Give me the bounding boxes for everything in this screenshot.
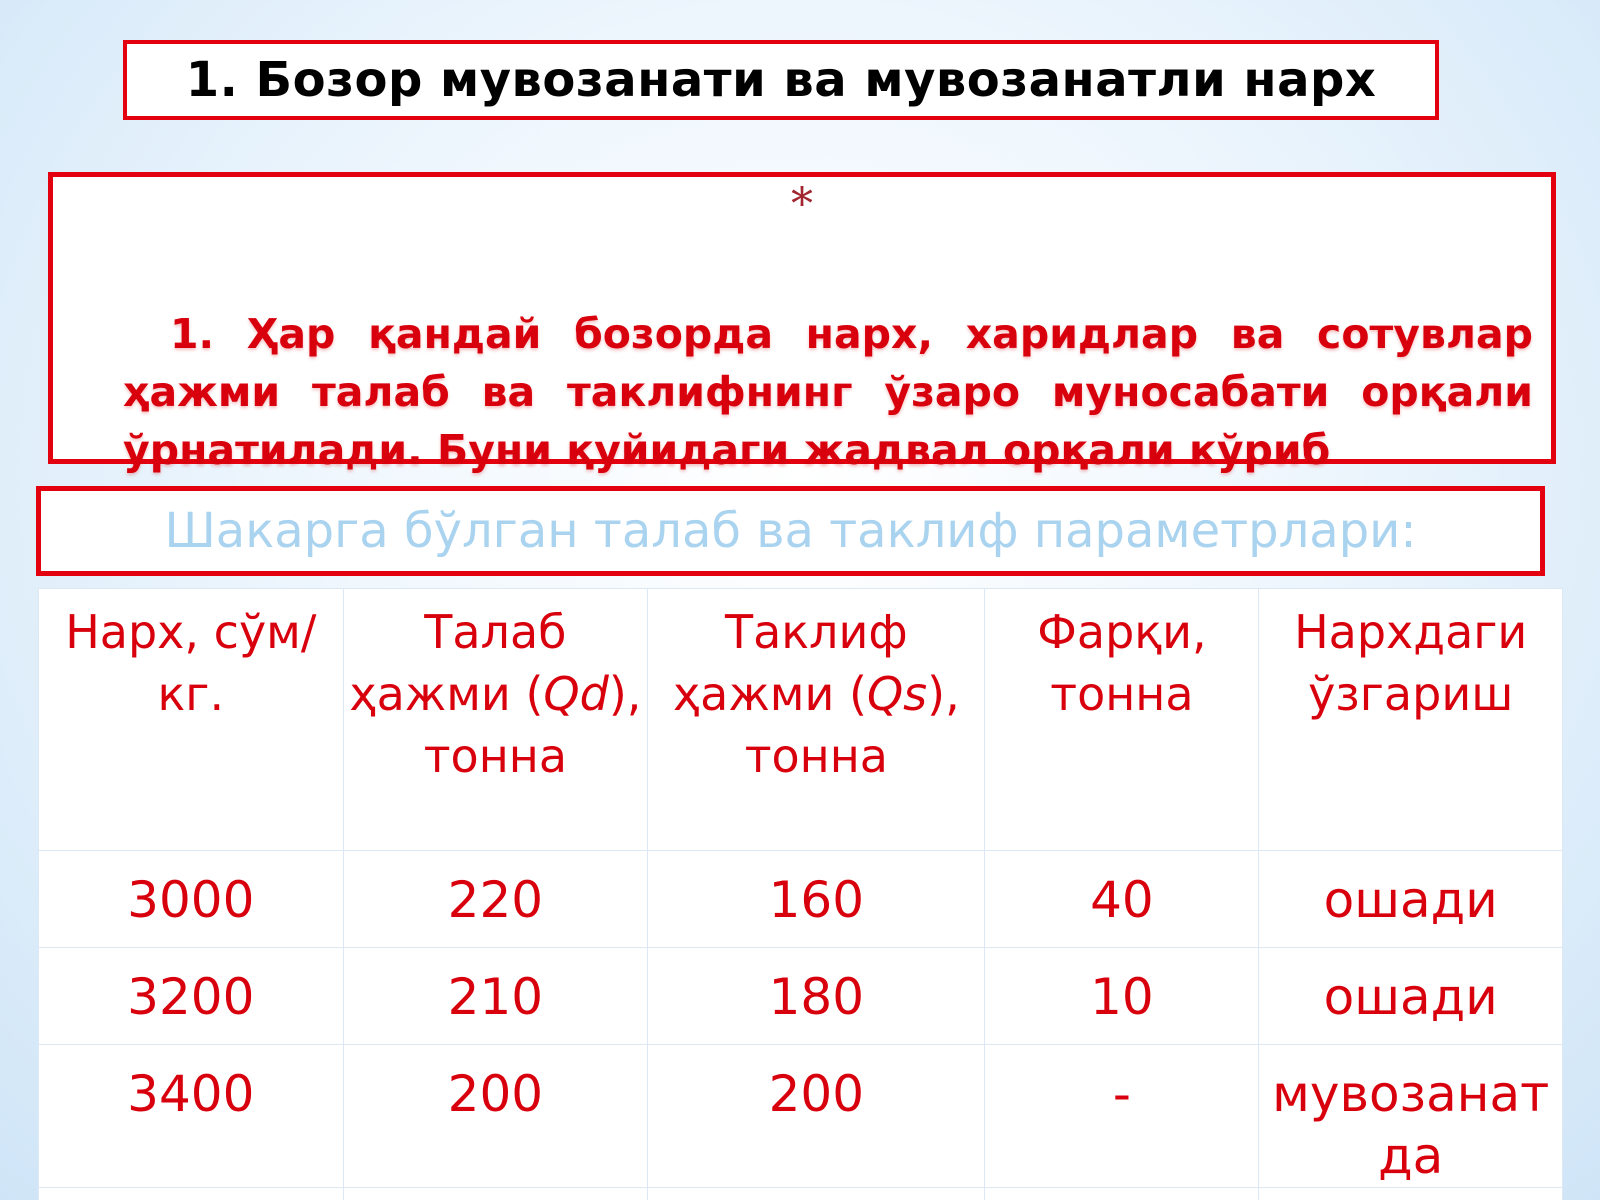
header-difference-label: Фарқи, тонна xyxy=(1037,605,1207,721)
header-price-change-label: Нархдаги ўзгариш xyxy=(1294,605,1528,721)
header-demand-pre: Талаб ҳажми ( xyxy=(349,605,567,721)
cell-supply: 160 xyxy=(648,851,985,948)
header-supply-var: Qs xyxy=(866,667,928,721)
paragraph-text: 1. Ҳар қандай бозорда нарх, харидлар ва сотувлар ҳажми талаб ва таклифнинг ўзаро муносабати орқали ўрнатилади. Буни қуйидаги жадвал орқали кўриб xyxy=(123,310,1533,474)
cell-change: ошади xyxy=(1259,948,1563,1045)
cell-price: 3200 xyxy=(39,948,344,1045)
header-price xyxy=(39,589,344,851)
cell-supply: 200 xyxy=(648,1045,985,1188)
header-supply-pre: Таклиф ҳажми ( xyxy=(672,605,908,721)
subtitle-box xyxy=(36,486,1545,576)
cell-demand: 210 xyxy=(343,948,648,1045)
header-supply xyxy=(648,589,985,851)
header-demand xyxy=(343,589,648,851)
cell-price: 3400 xyxy=(39,1045,344,1188)
slide-title: 1. Бозор мувозанати ва мувозанатли нарх xyxy=(185,52,1377,108)
header-price-label: Нарх, сўм/кг. xyxy=(65,605,317,721)
header-demand-var: Qd xyxy=(543,667,609,721)
header-price-change xyxy=(1259,589,1563,851)
table-row-partial xyxy=(39,1188,1563,1200)
cell-price: 3000 xyxy=(39,851,344,948)
header-demand-post: ), тонна xyxy=(423,667,642,783)
header-supply-post: ), тонна xyxy=(744,667,960,783)
cell-supply: 180 xyxy=(648,948,985,1045)
header-difference xyxy=(985,589,1259,851)
cell-difference: - xyxy=(985,1045,1259,1188)
table-row xyxy=(39,1045,1563,1188)
cell-demand: 220 xyxy=(343,851,648,948)
title-box xyxy=(123,40,1439,120)
paragraph-box xyxy=(48,172,1556,474)
table-subtitle: Шакарга бўлган талаб ва таклиф параметрлари: xyxy=(164,503,1417,559)
bullet-asterisk: * xyxy=(791,179,813,230)
cell-difference: 40 xyxy=(985,851,1259,948)
table-header-row xyxy=(39,589,1563,851)
cell-change: ошади xyxy=(1259,851,1563,948)
cell-difference: 10 xyxy=(985,948,1259,1045)
cell-change: мувозанатда xyxy=(1259,1045,1563,1188)
table-row xyxy=(39,948,1563,1045)
cell-demand: 200 xyxy=(343,1045,648,1188)
table-row xyxy=(39,851,1563,948)
supply-demand-table xyxy=(38,588,1563,1200)
